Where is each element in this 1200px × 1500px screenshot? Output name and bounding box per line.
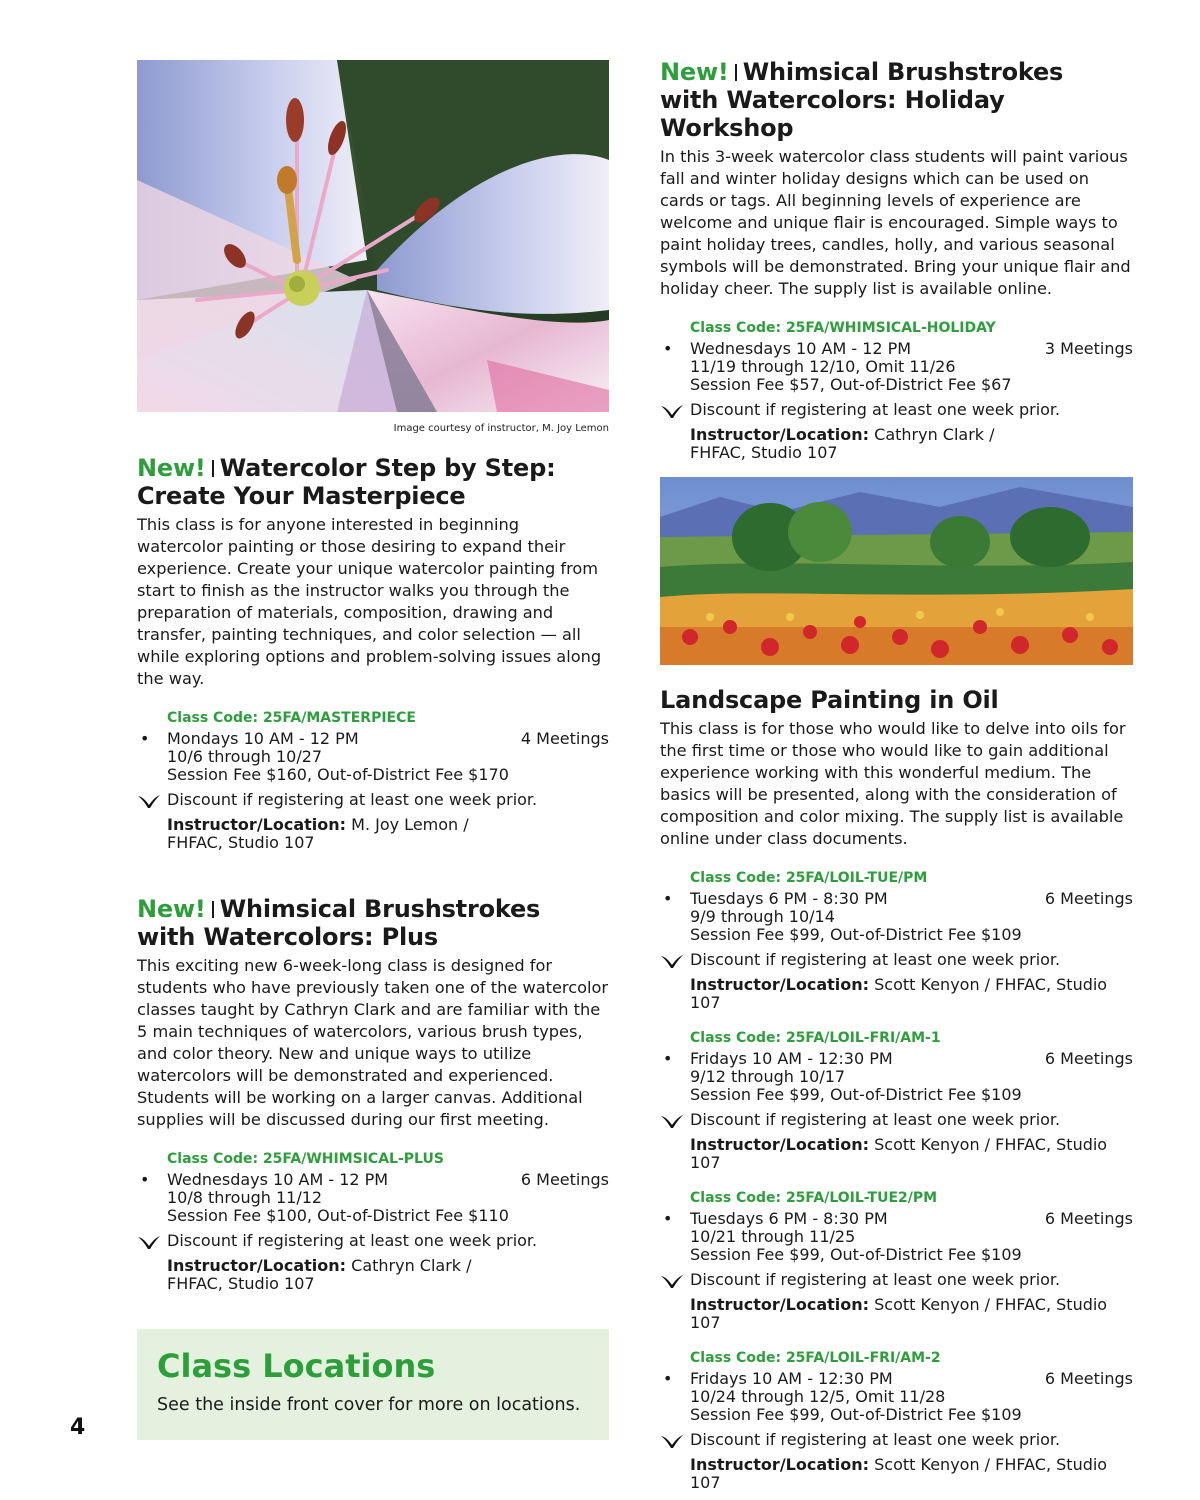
meetings-count: 6 Meetings	[1044, 1049, 1133, 1068]
session-dates: 10/24 through 12/5, Omit 11/28	[690, 1387, 946, 1406]
course-title-line1: Whimsical Brushstrokes	[742, 58, 1064, 86]
discount-text: Discount if registering at least one week prior.	[690, 950, 1061, 969]
session-block	[663, 1188, 1133, 1332]
instructor-location	[167, 1257, 609, 1293]
bird-icon	[660, 953, 684, 969]
course-title	[660, 58, 1133, 142]
session-fees: Session Fee $160, Out-of-District Fee $170	[167, 765, 509, 784]
day-time: Mondays 10 AM - 12 PM	[167, 729, 359, 748]
meetings-count: 4 Meetings	[520, 729, 609, 748]
new-tag: New!	[137, 454, 206, 482]
landscape-painting-image	[660, 477, 1133, 665]
bullet-icon: •	[663, 1049, 673, 1068]
schedule	[663, 339, 1133, 394]
session-dates: 10/6 through 10/27	[167, 747, 323, 766]
session-fees: Session Fee $99, Out-of-District Fee $109	[690, 1405, 1022, 1424]
meetings-count: 6 Meetings	[520, 1170, 609, 1189]
session-block	[137, 1149, 609, 1293]
session-fees: Session Fee $99, Out-of-District Fee $109	[690, 1085, 1022, 1104]
new-tag: New!	[660, 58, 729, 86]
bird-icon	[660, 1113, 684, 1129]
schedule	[140, 1170, 609, 1225]
class-code: Class Code: 25FA/WHIMSICAL-HOLIDAY	[690, 320, 996, 336]
day-time: Wednesdays 10 AM - 12 PM	[167, 1170, 389, 1189]
session-block	[663, 1348, 1133, 1492]
course-description: This exciting new 6-week-long class is designed for students who have previously taken one of the watercolor classes taught by Cathryn Clark and are familiar with the 5 main techniques of watercolors, various brush types, and color theory. New and unique ways to utilize watercolors will be demonstrated and experienced. Students will be working on a larger canvas. Additional supplies will be discussed during our first meeting.	[137, 956, 609, 1129]
class-code: Class Code: 25FA/LOIL-TUE2/PM	[690, 1190, 938, 1206]
course-title-line2: with Watercolors: Plus	[137, 923, 439, 951]
discount-text: Discount if registering at least one week prior.	[167, 1231, 538, 1250]
instructor-label: Instructor/Location:	[690, 1135, 870, 1154]
instructor-name: Scott Kenyon / FHFAC, Studio 107	[690, 1295, 1108, 1332]
instructor-name: Cathryn Clark /	[874, 425, 995, 444]
class-code: Class Code: 25FA/LOIL-FRI/AM-1	[690, 1030, 941, 1046]
bullet-icon: •	[140, 1170, 150, 1189]
session-dates: 10/21 through 11/25	[690, 1227, 856, 1246]
day-time: Tuesdays 6 PM - 8:30 PM	[690, 1209, 888, 1228]
schedule	[663, 1369, 1133, 1424]
session-fees: Session Fee $99, Out-of-District Fee $109	[690, 1245, 1022, 1264]
course-whimsical-plus	[137, 895, 609, 1293]
instructor-room: FHFAC, Studio 107	[167, 1274, 315, 1293]
instructor-location	[690, 1136, 1133, 1172]
discount-note	[167, 1231, 609, 1251]
meetings-count: 6 Meetings	[1044, 1369, 1133, 1388]
discount-text: Discount if registering at least one week prior.	[690, 400, 1061, 419]
course-watercolor-step-by-step	[137, 454, 609, 852]
day-time: Fridays 10 AM - 12:30 PM	[690, 1369, 893, 1388]
course-title-line2: with Watercolors: Holiday Workshop	[660, 86, 1005, 142]
instructor-label: Instructor/Location:	[167, 1256, 347, 1275]
instructor-name: Scott Kenyon / FHFAC, Studio 107	[690, 1135, 1108, 1172]
class-code: Class Code: 25FA/MASTERPIECE	[167, 710, 416, 726]
discount-note	[690, 400, 1133, 420]
bird-icon	[137, 1234, 161, 1250]
course-description: This class is for anyone interested in beginning watercolor painting or those desiring to expand their experience. Create your unique watercolor painting from start to finish as the instructor walks you through the preparation of materials, composition, drawing and transfer, painting techniques, and color selection — all while exploring options and problem-solving issues along the way.	[137, 515, 602, 688]
title-separator	[735, 64, 737, 81]
class-locations-box	[137, 1329, 609, 1440]
schedule	[140, 729, 609, 784]
instructor-room: FHFAC, Studio 107	[167, 833, 315, 852]
course-description: This class is for those who would like to delve into oils for the first time or those who would like to gain additional experience working with this wonderful medium. The basics will be presented, along with the consideration of composition and color mixing. The supply list is available online under class documents.	[660, 719, 1126, 848]
instructor-location	[690, 1456, 1133, 1492]
meetings-count: 6 Meetings	[1044, 1209, 1133, 1228]
bird-icon	[137, 793, 161, 809]
course-title	[137, 895, 609, 951]
course-title-line1: Whimsical Brushstrokes	[219, 895, 541, 923]
session-dates: 9/9 through 10/14	[690, 907, 835, 926]
instructor-label: Instructor/Location:	[690, 975, 870, 994]
meetings-count: 3 Meetings	[1044, 339, 1133, 358]
new-tag: New!	[137, 895, 206, 923]
discount-text: Discount if registering at least one week prior.	[167, 790, 538, 809]
image-caption: Image courtesy of instructor, M. Joy Lemon	[393, 423, 609, 434]
instructor-name: Cathryn Clark /	[351, 1256, 472, 1275]
discount-text: Discount if registering at least one week prior.	[690, 1110, 1061, 1129]
instructor-location	[690, 426, 1133, 462]
session-dates: 11/19 through 12/10, Omit 11/26	[690, 357, 956, 376]
instructor-label: Instructor/Location:	[167, 815, 347, 834]
bullet-icon: •	[663, 889, 673, 908]
day-time: Wednesdays 10 AM - 12 PM	[690, 339, 912, 358]
session-block	[660, 318, 1133, 462]
locations-title: Class Locations	[157, 1347, 436, 1385]
discount-note	[690, 950, 1133, 970]
locations-text: See the inside front cover for more on locations.	[157, 1395, 581, 1415]
bird-icon	[660, 1273, 684, 1289]
session-block	[137, 708, 609, 852]
instructor-location	[690, 976, 1133, 1012]
instructor-label: Instructor/Location:	[690, 425, 870, 444]
instructor-room: FHFAC, Studio 107	[690, 443, 838, 462]
course-description: In this 3-week watercolor class students will paint various fall and winter holiday designs which can be used on cards or tags. All beginning levels of experience are welcome and unique flair is encouraged. Simple ways to paint holiday trees, candles, holly, and various seasonal symbols will be demonstrated. Bring your unique flair and holiday cheer. The supply list is available online.	[660, 147, 1131, 298]
title-separator	[212, 460, 214, 477]
bullet-icon: •	[663, 1209, 673, 1228]
bird-icon	[660, 403, 684, 419]
bird-icon	[660, 1433, 684, 1449]
instructor-name: Scott Kenyon / FHFAC, Studio 107	[690, 975, 1108, 1012]
class-code: Class Code: 25FA/LOIL-TUE/PM	[690, 870, 928, 886]
bullet-icon: •	[140, 729, 150, 748]
course-title-line2: Create Your Masterpiece	[137, 482, 466, 510]
session-dates: 10/8 through 11/12	[167, 1188, 323, 1207]
discount-note	[690, 1110, 1133, 1130]
meetings-count: 6 Meetings	[1044, 889, 1133, 908]
class-code: Class Code: 25FA/LOIL-FRI/AM-2	[690, 1350, 941, 1366]
title-separator	[212, 901, 214, 918]
course-title-line1: Watercolor Step by Step:	[219, 454, 556, 482]
schedule	[663, 889, 1133, 944]
course-title-line1: Landscape Painting in Oil	[660, 686, 999, 714]
instructor-name: Scott Kenyon / FHFAC, Studio 107	[690, 1455, 1108, 1492]
sessions-list	[660, 868, 1133, 1492]
instructor-label: Instructor/Location:	[690, 1455, 870, 1474]
session-block	[663, 1028, 1133, 1172]
discount-note	[690, 1270, 1133, 1290]
instructor-name: M. Joy Lemon /	[351, 815, 469, 834]
discount-note	[167, 790, 609, 810]
course-whimsical-holiday	[660, 58, 1133, 462]
bullet-icon: •	[663, 339, 673, 358]
discount-text: Discount if registering at least one week prior.	[690, 1430, 1061, 1449]
day-time: Fridays 10 AM - 12:30 PM	[690, 1049, 893, 1068]
instructor-label: Instructor/Location:	[690, 1295, 870, 1314]
session-dates: 9/12 through 10/17	[690, 1067, 846, 1086]
class-code: Class Code: 25FA/WHIMSICAL-PLUS	[167, 1151, 444, 1167]
bullet-icon: •	[663, 1369, 673, 1388]
discount-note	[690, 1430, 1133, 1450]
course-title	[137, 454, 609, 510]
instructor-location	[690, 1296, 1133, 1332]
course-landscape-oil	[660, 686, 1133, 1492]
schedule	[663, 1209, 1133, 1264]
instructor-location	[167, 816, 609, 852]
schedule	[663, 1049, 1133, 1104]
discount-text: Discount if registering at least one week prior.	[690, 1270, 1061, 1289]
session-fees: Session Fee $57, Out-of-District Fee $67	[690, 375, 1012, 394]
session-fees: Session Fee $99, Out-of-District Fee $109	[690, 925, 1022, 944]
day-time: Tuesdays 6 PM - 8:30 PM	[690, 889, 888, 908]
page-number: 4	[70, 1415, 86, 1440]
lily-watercolor-image	[137, 60, 609, 412]
session-block	[663, 868, 1133, 1012]
session-fees: Session Fee $100, Out-of-District Fee $110	[167, 1206, 509, 1225]
course-title	[660, 686, 1133, 714]
